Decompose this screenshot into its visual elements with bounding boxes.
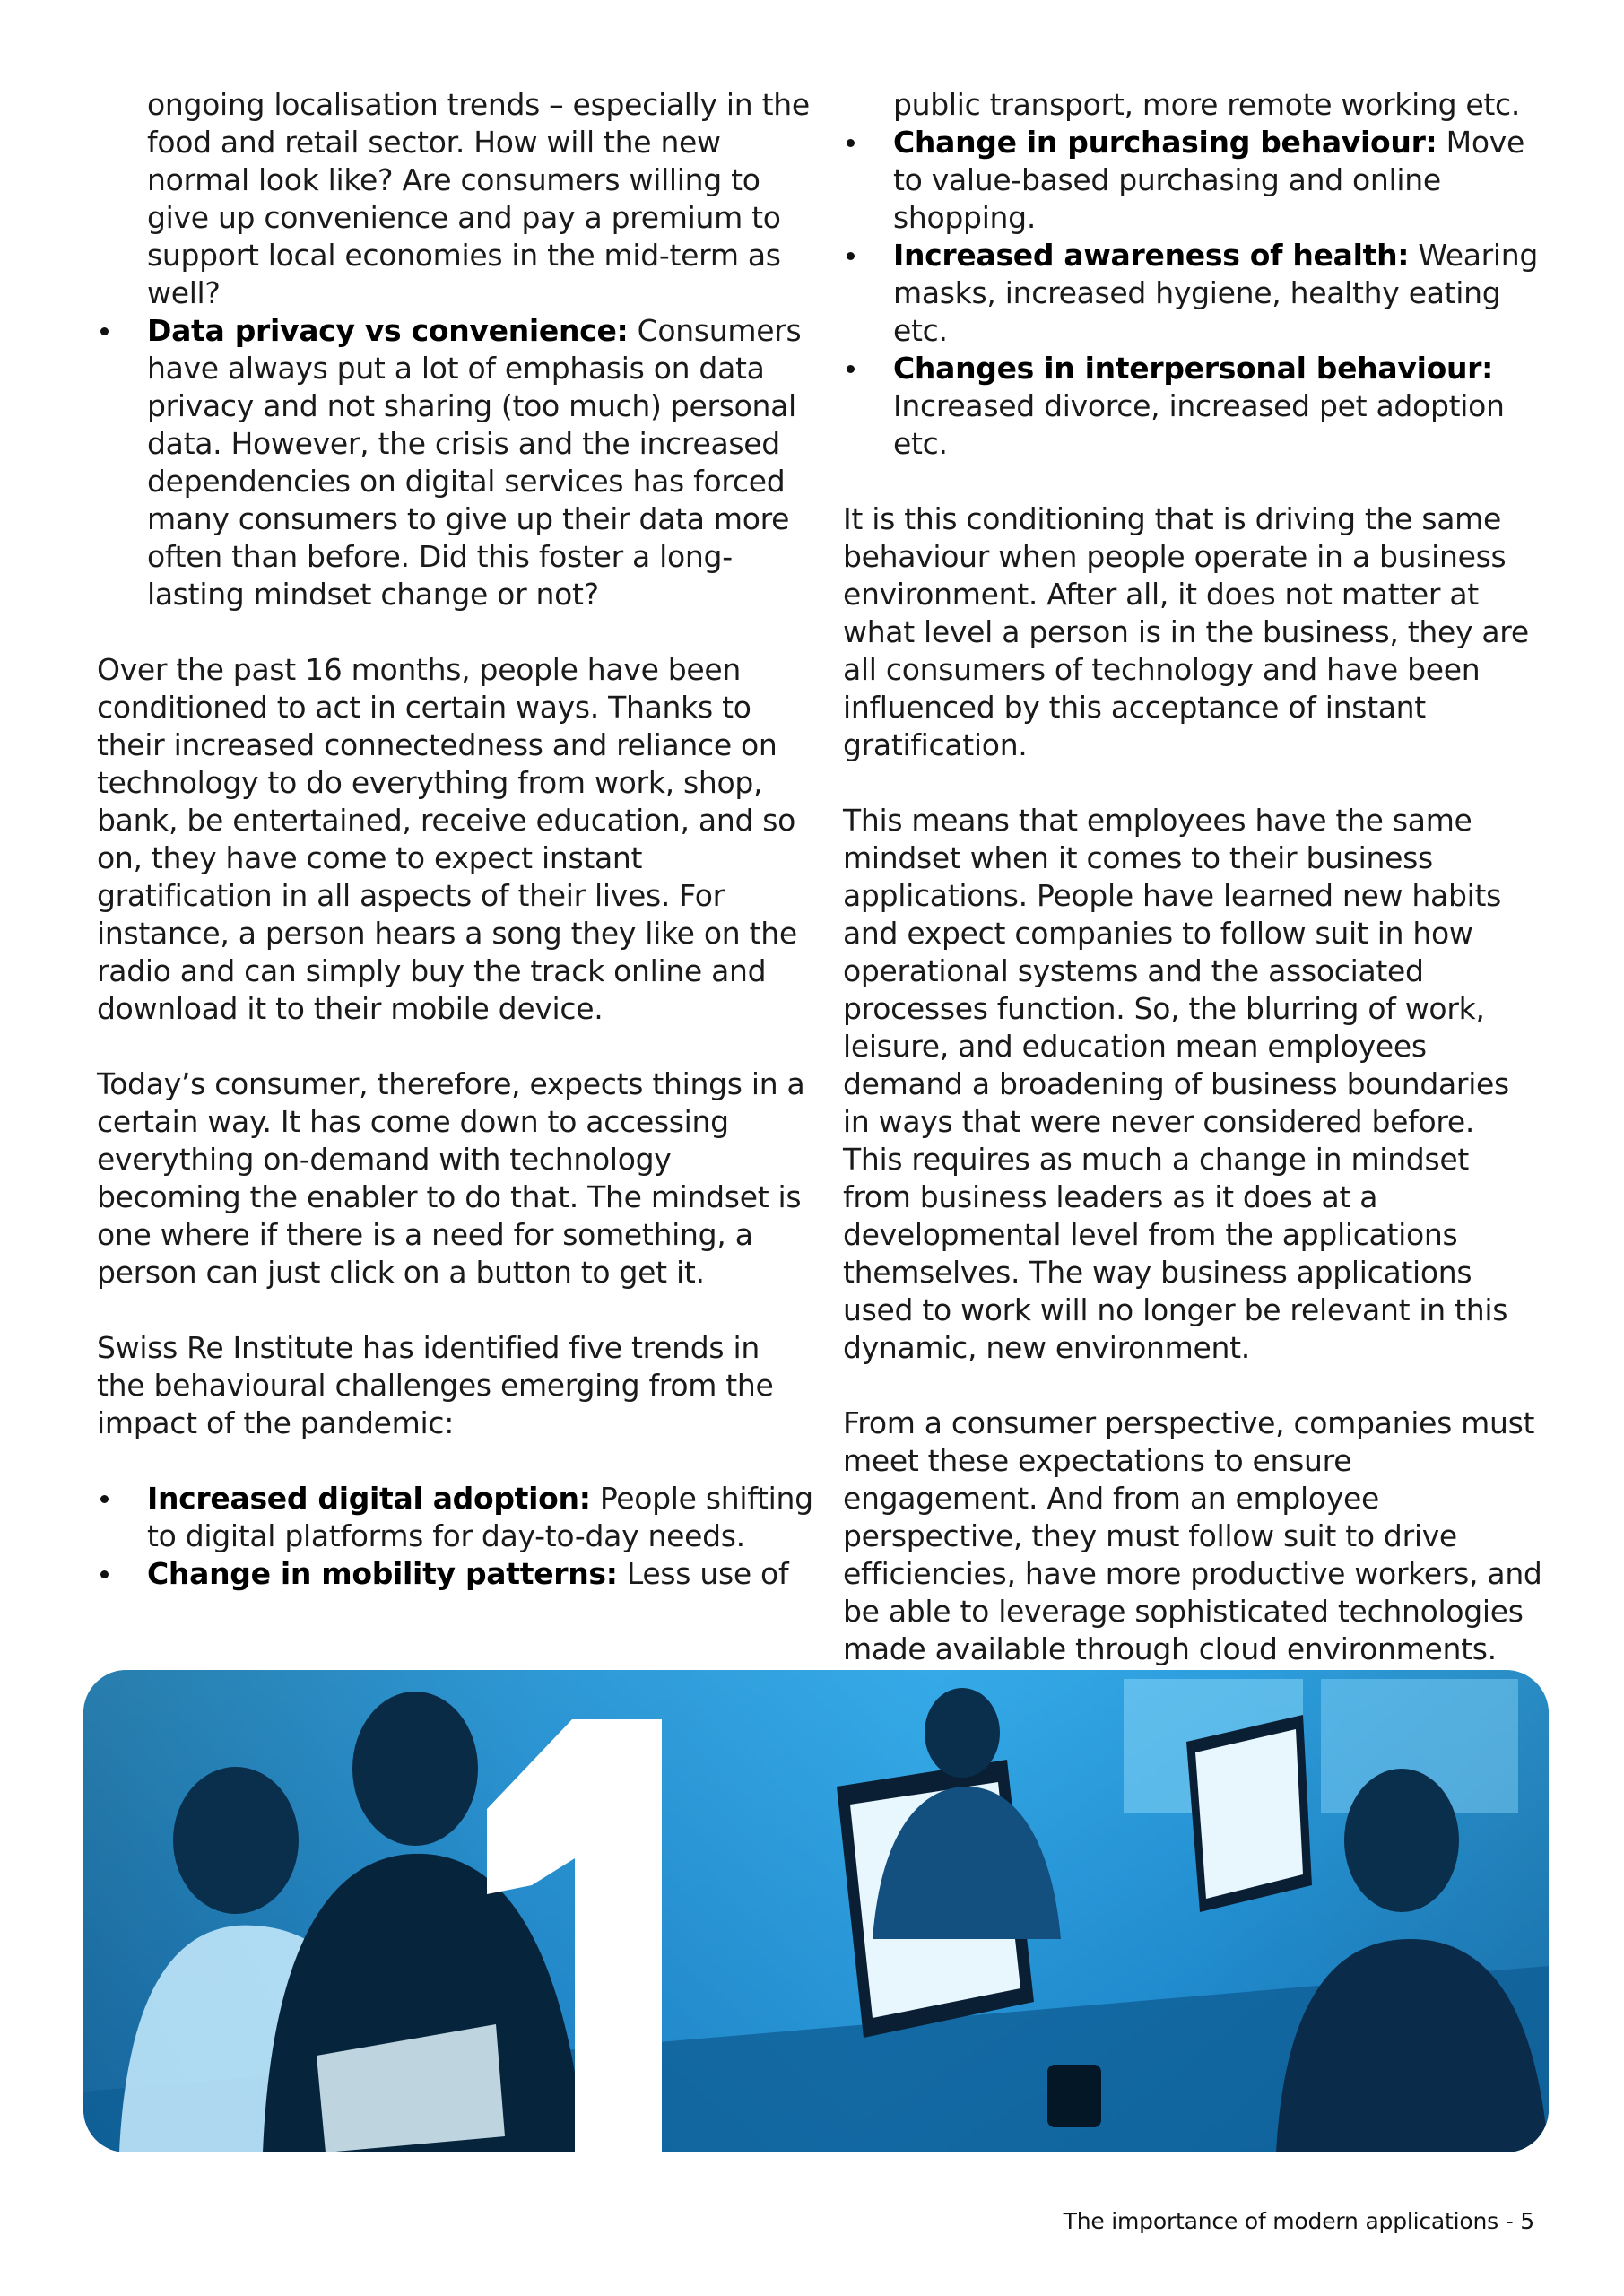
right-column [843,86,1542,1706]
bullet-purchasing [843,124,1542,237]
bullet-digital-adoption [97,1480,814,1555]
bullet-mobility [97,1555,814,1593]
left-column [97,86,814,1631]
office-photo-banner [83,1670,1549,2152]
paragraph-business-conditioning: It is this conditioning that is driving the same behaviour when people operate in a business environment. After all, it does not matter at what level a person is in the business, they are all consumers of technology and have been influenced by this acceptance of instant gratification. [843,501,1529,762]
bullet-text: Wearing masks, increased hygiene, healthy eating etc. [893,238,1539,348]
bullet-title: Change in purchasing behaviour: [893,125,1437,160]
bullet-text: Less use of [617,1556,789,1591]
bullet-data-privacy [97,312,814,613]
bullet-text: Consumers have always put a lot of emphasis on data privacy and not sharing (too much) personal data. However, the crisis and the increased dependencies on digital services has forced many consumers to give up their data more often than before. Did this foster a long-lasting mindset change or not? [147,313,802,612]
paragraph-conditioned: Over the past 16 months, people have been conditioned to act in certain ways. Thanks to their increased connectedness and reliance on technology to do everything from work, shop, bank, be entertained, receive education, and so on, they have come to expect instant gratification in all aspects of their lives. For instance, a person hears a song they like on the radio and can simply buy the track online and download it to their mobile device. [97,652,797,1026]
trends-bullet-list [97,1480,814,1593]
continued-bullet-text: ongoing localisation trends – especially in the food and retail sector. How will the new normal look like? Are consumers willing to give up convenience and pay a premium to support local economies in the mid-term as well? [147,87,810,310]
person-head [1344,1769,1459,1912]
paragraph-five-trends: Swiss Re Institute has identified five trends in the behavioural challenges emerging from the impact of the pandemic: [97,1330,774,1440]
office-photo-illustration [83,1670,1549,2152]
bullet-health [843,237,1542,350]
person-head [173,1767,299,1914]
bullet-text: People shifting to digital platforms for day-to-day needs. [147,1481,813,1553]
person-head [925,1688,1000,1778]
bullet-title: Increased awareness of health: [893,238,1410,273]
bullet-title: Increased digital adoption: [147,1481,591,1516]
bullet-text: Increased divorce, increased pet adoption etc. [893,388,1505,461]
paragraph-consumer-perspective: From a consumer perspective, companies must meet these expectations to ensure engagement. And from an employee perspective, they must follow suit to drive efficiencies, have more productive workers, and be able to leverage sophisticated technologies made available through cloud environments. [843,1405,1542,1666]
person-head [352,1692,478,1846]
bullet-title: Changes in interpersonal behaviour: [893,351,1494,386]
bullet-title: Change in mobility patterns: [147,1556,618,1591]
bullet-interpersonal [843,350,1542,463]
paragraph-employees-mindset: This means that employees have the same mindset when it comes to their business applications. People have learned new habits and expect companies to follow suit in how operational systems and the associated processes function. So, the blurring of work, leisure, and education mean employees demand a broadening of business boundaries in ways that were never considered before. This requires as much a change in mindset from business leaders as it does at a developmental level from the applications themselves. The way business applications used to work will no longer be relevant in this dynamic, new environment. [843,803,1509,1365]
monitor-screen [1195,1729,1303,1899]
trends-bullet-list-continued [843,124,1542,463]
page-footer: The importance of modern applications - 5 [1063,2208,1534,2234]
paragraph-todays-consumer: Today’s consumer, therefore, expects things in a certain way. It has come down to accessing everything on-demand with technology becoming the enabler to do that. The mindset is one where if there is a need for something, a person can just click on a button to get it. [97,1066,805,1290]
privacy-bullet-list [97,312,814,613]
coffee-mug [1047,2065,1101,2127]
continued-mobility-text: public transport, more remote working etc. [893,87,1521,122]
bullet-title: Data privacy vs convenience: [147,313,629,348]
bullet-text: Move to value-based purchasing and online shopping. [893,125,1524,235]
